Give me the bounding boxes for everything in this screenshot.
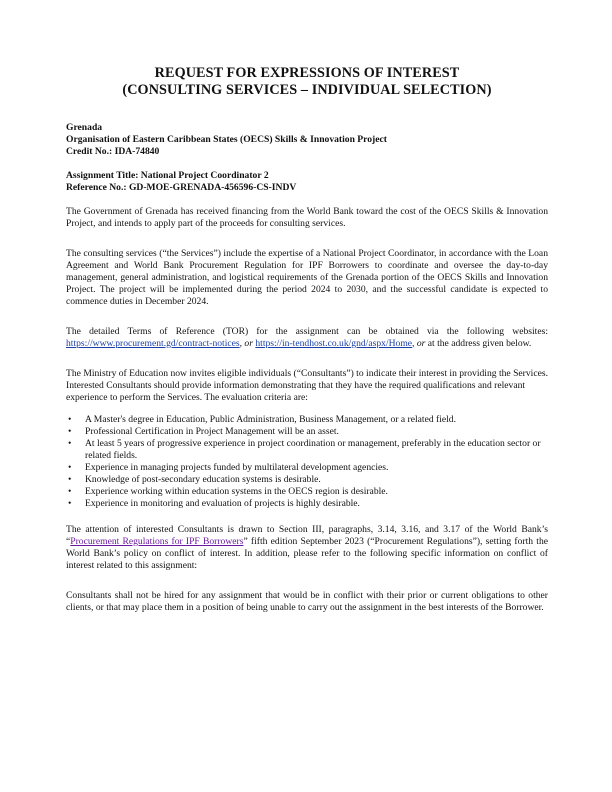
criteria-item: • At least 5 years of progressive experience in project coordination or management, preferably in the education sector or related fields.	[66, 438, 548, 462]
criteria-item: • Professional Certification in Project Management will be an asset.	[66, 426, 548, 438]
tor-paragraph	[66, 326, 548, 350]
header-block	[66, 122, 548, 158]
document-title-line-1: REQUEST FOR EXPRESSIONS OF INTEREST	[154, 65, 460, 81]
conflict-obligations-paragraph: Consultants shall not be hired for any assignment that would be in conflict with their prior or current obligations to other clients, or that may place them in a position of being unable to carry out the assignment in the best interests of the Borrower.	[66, 590, 548, 613]
tor-or-text-1: , or	[239, 338, 256, 349]
criteria-item: • A Master's degree in Education, Public Administration, Business Management, or a related field.	[66, 414, 548, 426]
services-paragraph: The consulting services (“the Services”) include the expertise of a National Project Coordinator, in accordance with the Loan Agreement and World Bank Procurement Regulation for IPF Borrowers to coordinate and oversee the day-to-day management, general administration, and logistical requirements of the Grenada portion of the OECS Skills and Innovation Project. The project will be implemented during the period 2024 to 2030, and the successful candidate is expected to commence duties in December 2024.	[66, 248, 548, 307]
criteria-item: • Experience in managing projects funded by multilateral development agencies.	[66, 462, 548, 474]
project-name: Organisation of Eastern Caribbean States (OECS) Skills & Innovation Project	[66, 134, 387, 145]
tor-address-text: at the address given below.	[425, 338, 532, 349]
financing-paragraph: The Government of Grenada has received financing from the World Bank toward the cost of the OECS Skills & Innovation Project, and intends to apply part of the proceeds for consulting services.	[66, 206, 548, 229]
reference-number: Reference No.: GD-MOE-GRENADA-456596-CS-INDV	[66, 182, 297, 193]
invitation-paragraph: The Ministry of Education now invites eligible individuals (“Consultants”) to indicate their interest in providing the Services. Interested Consultants should provide information demonstrating that they have the required qualifications and relevant experience to perform the Services. The evaluation criteria are:	[66, 368, 548, 403]
coi-rest-text: ” fifth edition September 2023 (“Procurement Regulations”), setting forth the World Bank’s policy on conflict of interest. In addition, please refer to the following specific information on conflict of interest related to this assignment:	[66, 536, 548, 571]
document-title-line-2: (CONSULTING SERVICES – INDIVIDUAL SELECTION)	[122, 82, 492, 98]
procurement-gd-link[interactable]: https://www.procurement.gd/contract-notices	[66, 338, 240, 349]
assignment-title: Assignment Title: National Project Coordinator 2	[66, 170, 269, 181]
coi-intro-text: The attention of interested Consultants is drawn to Section III, paragraphs, 3.14, 3.16, and 3.17 of the World Bank’s “	[66, 524, 548, 547]
evaluation-criteria-list	[66, 414, 548, 510]
procurement-regulations-link[interactable]: Procurement Regulations for IPF Borrowers	[70, 536, 244, 547]
tor-or-text-2: , or	[412, 338, 426, 349]
assignment-block	[66, 170, 548, 194]
criteria-item: • Knowledge of post-secondary education systems is desirable.	[66, 474, 548, 486]
criteria-item: • Experience in monitoring and evaluation of projects is highly desirable.	[66, 498, 548, 510]
criteria-item: • Experience working within education systems in the OECS region is desirable.	[66, 486, 548, 498]
credit-number: Credit No.: IDA-74840	[66, 146, 160, 157]
document-page	[66, 0, 548, 614]
tor-intro-text: The detailed Terms of Reference (TOR) for the assignment can be obtained via the following websites:	[66, 326, 548, 337]
intendhost-link[interactable]: https://in-tendhost.co.uk/gnd/aspx/Home	[255, 338, 413, 349]
conflict-of-interest-paragraph	[66, 524, 548, 572]
country-name: Grenada	[66, 122, 103, 133]
